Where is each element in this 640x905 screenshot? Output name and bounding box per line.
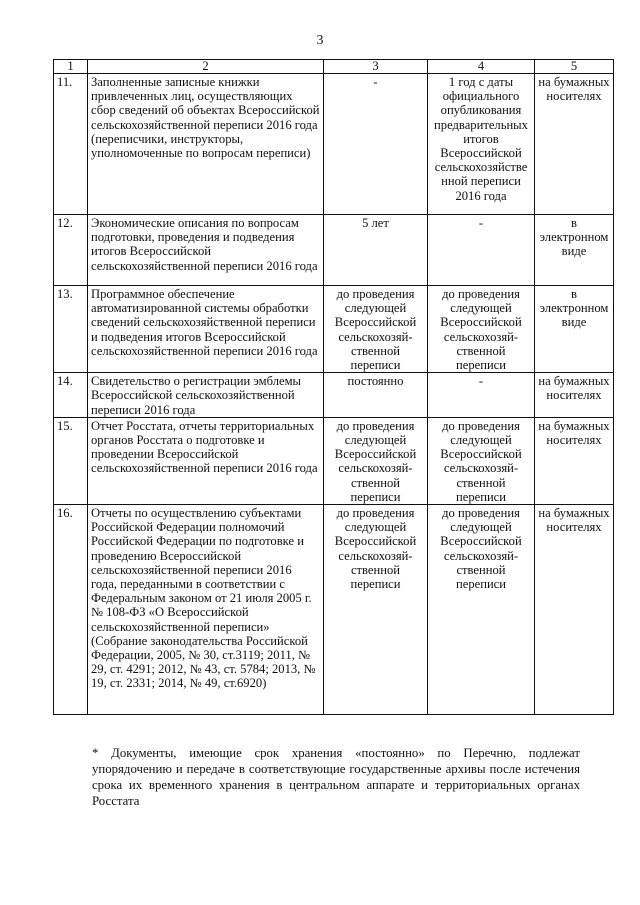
row-number: 15.	[54, 417, 88, 504]
footnote-text: * Документы, имеющие срок хранения «постоянно» по Перечню, подлежат упорядочению и передаче в соответствующие государственные архивы после истечения срока их временного хранения в центральном аппарате и территориальных органах Росстата	[92, 746, 580, 808]
row-storage-col4: до проведения следующей Всероссийской сельскохозяй-ственной переписи	[428, 505, 535, 715]
row-storage-col3: до проведения следующей Всероссийской сельскохозяй-ственной переписи	[324, 417, 428, 504]
header-col-5: 5	[535, 60, 614, 74]
row-number: 11.	[54, 74, 88, 215]
row-description: Свидетельство о регистрации эмблемы Всероссийской сельскохозяйственной переписи 2016 года	[88, 373, 324, 418]
row-media: в электронном виде	[535, 215, 614, 286]
retention-table	[53, 59, 614, 715]
row-storage-col3: постоянно	[324, 373, 428, 418]
row-media: на бумажных носителях	[535, 505, 614, 715]
row-media: на бумажных носителях	[535, 74, 614, 215]
row-description: Экономические описания по вопросам подготовки, проведения и подведения итогов Всероссийской сельскохозяйственной переписи 2016 года	[88, 215, 324, 286]
row-number: 16.	[54, 505, 88, 715]
row-description: Отчеты по осуществлению субъектами Российской Федерации полномочий Российской Федерации по подготовке и проведению Всероссийской сельскохозяйственной переписи 2016 года, переданными в соответствии с Федеральным законом от 21 июля 2005 г. № 108-ФЗ «О Всероссийской сельскохозяйственной переписи» (Собрание законодательства Российской Федерации, 2005, № 30, ст.3119; 2011, № 29, ст. 4291; 2012, № 43, ст. 5784; 2013, № 19, ст. 2331; 2014, № 49, ст.6920)	[88, 505, 324, 715]
row-media: в электронном виде	[535, 286, 614, 373]
footnote	[92, 745, 580, 809]
table-row	[54, 74, 614, 215]
row-storage-col4: -	[428, 373, 535, 418]
header-col-3: 3	[324, 60, 428, 74]
header-col-2: 2	[88, 60, 324, 74]
header-col-1: 1	[54, 60, 88, 74]
table-row	[54, 286, 614, 373]
row-storage-col4: -	[428, 215, 535, 286]
row-description: Отчет Росстата, отчеты территориальных органов Росстата о подготовке и проведении Всероссийской сельскохозяйственной переписи 2016 года	[88, 417, 324, 504]
row-storage-col3: -	[324, 74, 428, 215]
row-media: на бумажных носителях	[535, 417, 614, 504]
table-row	[54, 215, 614, 286]
table-header-row	[54, 60, 614, 74]
table-row	[54, 417, 614, 504]
table-row	[54, 373, 614, 418]
row-storage-col4: до проведения следующей Всероссийской сельскохозяй-ственной переписи	[428, 286, 535, 373]
row-number: 14.	[54, 373, 88, 418]
row-storage-col4: 1 год с даты официального опубликования предварительных итогов Всероссийской сельскохозяйстве нной переписи 2016 года	[428, 74, 535, 215]
row-number: 13.	[54, 286, 88, 373]
row-storage-col3: до проведения следующей Всероссийской сельскохозяй-ственной переписи	[324, 505, 428, 715]
row-description: Программное обеспечение автоматизированной системы обработки сведений сельскохозяйственной переписи и подведения итогов Всероссийской сельскохозяйственной переписи 2016 года	[88, 286, 324, 373]
row-number: 12.	[54, 215, 88, 286]
row-storage-col3: 5 лет	[324, 215, 428, 286]
row-storage-col3: до проведения следующей Всероссийской сельскохозяй-ственной переписи	[324, 286, 428, 373]
header-col-4: 4	[428, 60, 535, 74]
row-storage-col4: до проведения следующей Всероссийской сельскохозяй-ственной переписи	[428, 417, 535, 504]
table-row	[54, 505, 614, 715]
row-description: Заполненные записные книжки привлеченных лиц, осуществляющих сбор сведений об объектах Всероссийской сельскохозяйственной переписи 2016 года (переписчики, инструкторы, уполномоченные по вопросам переписи)	[88, 74, 324, 215]
page-number: 3	[316, 33, 324, 48]
row-media: на бумажных носителях	[535, 373, 614, 418]
